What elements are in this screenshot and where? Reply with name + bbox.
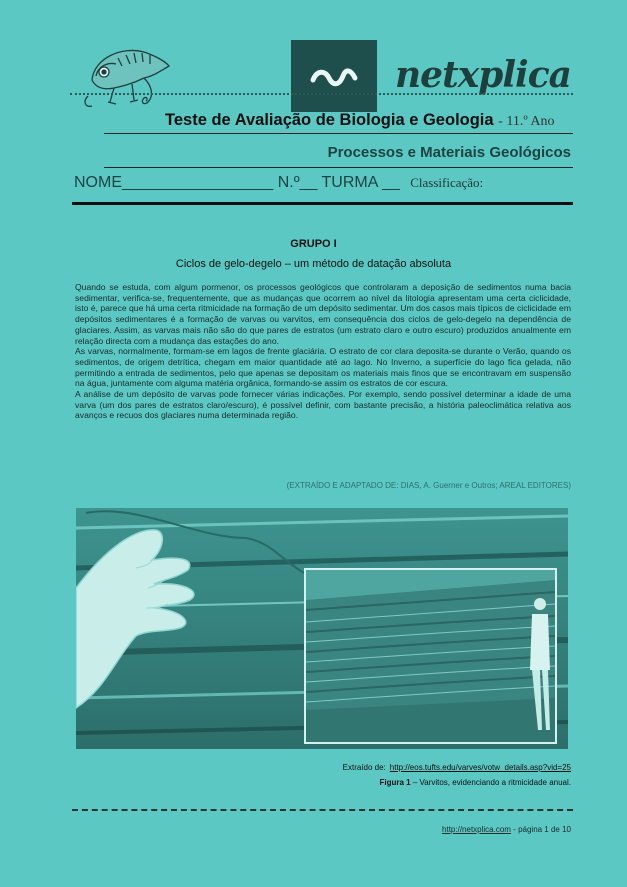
caption-figure-number: Figura 1 [379,778,411,787]
header-dotted-divider [70,93,573,95]
classification-label: Classificação: [410,175,484,190]
varvite-inset-photo [304,568,557,744]
test-title-text: Teste de Avaliação de Biologia e Geologia [165,111,494,129]
source-citation: (EXTRAÍDO E ADAPTADO DE: DIAS, A. Guerner e Outros; AREAL EDITORES) [286,481,571,490]
figure-caption [379,778,571,787]
section-heading: Ciclos de gelo-degelo – um método de datação absoluta [175,258,452,270]
school-year: - 11.º Ano [498,114,555,129]
body-text [75,282,571,421]
image-credit [343,763,571,772]
page-number: - página 1 de 10 [510,825,571,834]
title-divider [104,133,573,134]
footer-dashed-divider [72,809,573,811]
group-title: GRUPO I [290,238,337,250]
header-thick-divider [72,202,573,205]
chameleon-illustration [74,36,174,114]
caption-text: – Varvitos, evidenciando a ritmicidade anual. [410,778,571,787]
credit-label: Extraído de: [342,763,386,772]
paragraph-3: A análise de um depósito de varvas pode fornecer várias indicações. Por exemplo, sendo possível determinar a idade de uma varva (um dos pares de estratos claro/escuro), é possível definir, com bastante precisão, a história paleoclimática relativa aos avanços e recuos dos glaciares numa determinada região. [75,389,571,421]
paragraph-1: Quando se estuda, com algum pormenor, os processos geológicos que controlaram a deposição de sedimentos numa bacia sedimentar, verifica-se, frequentemente, que as mudanças que ocorrem ao nível da litologia apresentam uma certa ciclicidade, isto é, parece que há uma certa ritmicidade na formação de um depósito sedimentar. Um dos casos mais típicos de ciclicidade em depósitos sedimentares é a formação de varvas ou varvitos, em consequência dos ciclos de gelo-degelo na dependência de glaciares. Assim, as varvas mais não são do que pares de estratos (um estrato claro e outro escuro) produzidos anualmente em relação directa com a mudança das estações do ano. [75,282,571,346]
paragraph-2: As varvas, normalmente, formam-se em lagos de frente glaciária. O estrato de cor clara deposita-se durante o Verão, quando os sedimentos, de origem detrítica, chegam em maior quantidade até ao lago. No Inverno, a superfície do lago fica gelada, não permitindo a entrada de sedimentos, pelo que apenas se depositam os materiais mais finos que se encontravam em suspensão na água, juntamente com alguma matéria orgânica, formando-se assim os estratos de cor escura. [75,346,571,389]
varvite-outcrop-illustration [306,570,555,742]
test-subtitle: Processos e Materiais Geológicos [327,144,571,161]
student-fields-text[interactable]: NOME_________________ N.º__ TURMA __ [74,174,400,191]
footer-link[interactable]: http://netxplica.com [442,825,511,834]
subtitle-divider [104,167,573,168]
page-footer [442,825,571,834]
test-title [165,111,555,130]
brand-logo-text: netxplica [395,54,571,96]
credit-link[interactable]: http://eos.tufts.edu/varves/votw_details.asp?vid=25 [389,763,571,772]
logo-mark [291,40,377,112]
student-id-fields[interactable] [74,174,483,192]
